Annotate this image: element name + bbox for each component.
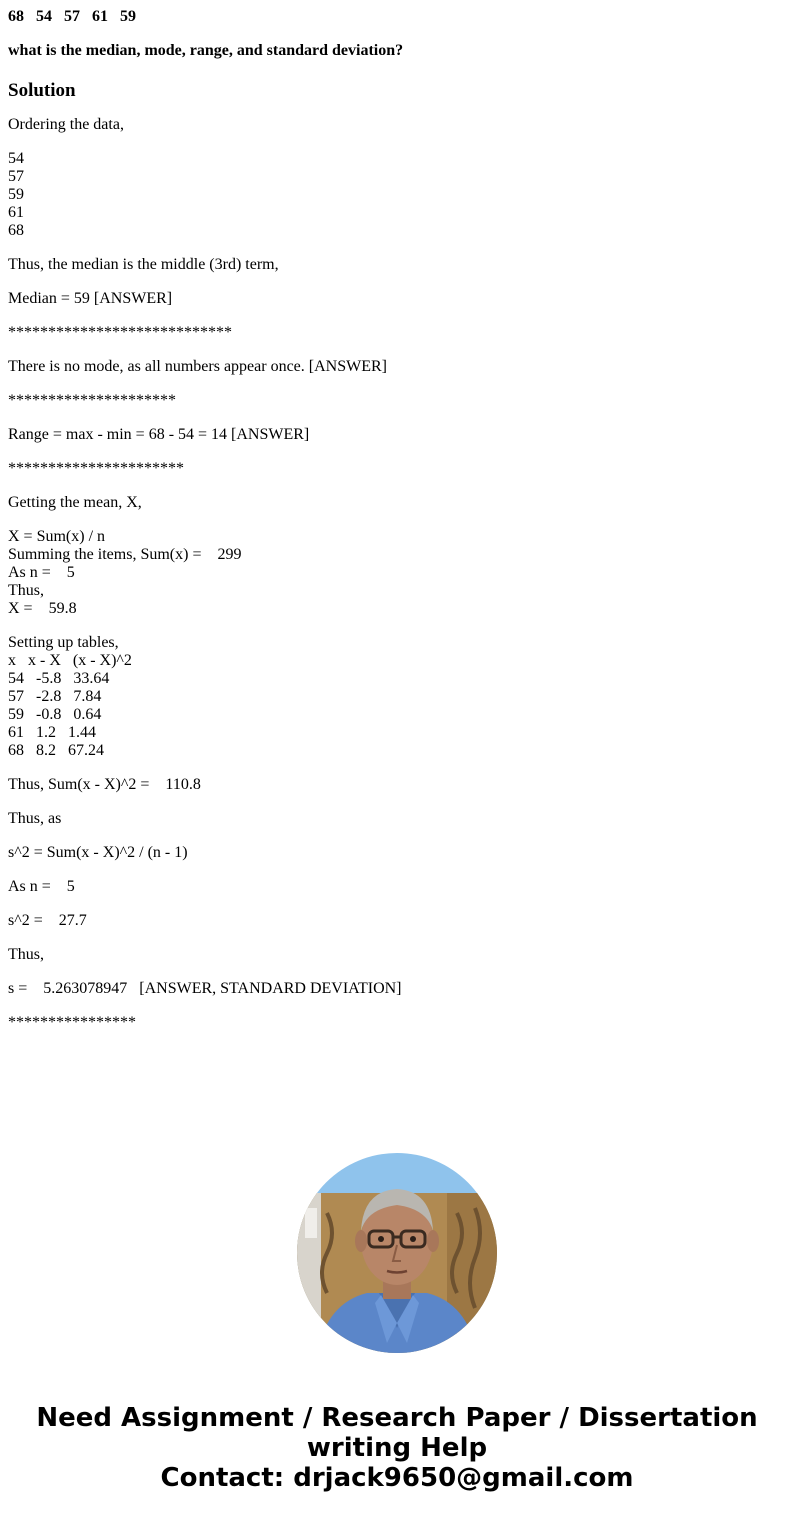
ordering-intro: Ordering the data, [8,116,124,133]
footer-line: writing Help [306,1433,488,1463]
sum-squares: Thus, Sum(x - X)^2 = 110.8 [8,776,201,793]
table-row: 54 -5.8 33.64 [8,670,110,687]
ordered-value: 54 [8,150,24,167]
median-answer: Median = 59 [ANSWER] [8,290,173,307]
ordered-values-list [8,150,786,240]
n-value: As n = 5 [8,878,75,895]
mean-line: X = Sum(x) / n [8,528,106,545]
separator: ********************** [8,460,184,477]
ordered-value: 61 [8,204,24,221]
range-answer: Range = max - min = 68 - 54 = 14 [ANSWER] [8,426,310,443]
question-prompt: what is the median, mode, range, and standard deviation? [8,42,404,59]
avatar [297,1153,497,1353]
question-data-values: 68 54 57 61 59 [8,8,136,25]
variance-formula: s^2 = Sum(x - X)^2 / (n - 1) [8,844,188,861]
mean-calculation [8,528,786,618]
mean-intro: Getting the mean, X, [8,494,142,511]
table-row: 61 1.2 1.44 [8,724,96,741]
table-header: x x - X (x - X)^2 [8,652,132,669]
document-page [8,0,786,1032]
separator: **************** [8,1014,136,1031]
ordered-value: 68 [8,222,24,239]
ordered-value: 59 [8,186,24,203]
table-intro: Setting up tables, [8,634,119,651]
standard-deviation-answer: s = 5.263078947 [ANSWER, STANDARD DEVIATION] [8,980,402,997]
thus: Thus, [8,946,44,963]
footer-contact [0,1403,794,1493]
person-portrait-icon [297,1153,497,1353]
thus-as: Thus, as [8,810,62,827]
mean-line: As n = 5 [8,564,75,581]
variance-value: s^2 = 27.7 [8,912,87,929]
ordered-value: 57 [8,168,24,185]
table-row: 59 -0.8 0.64 [8,706,102,723]
median-intro: Thus, the median is the middle (3rd) term, [8,256,279,273]
footer-contact-email: Contact: drjack9650@gmail.com [160,1463,634,1493]
mean-line: Thus, [8,582,44,599]
mean-line: X = 59.8 [8,600,77,617]
solution-heading: Solution [8,80,76,101]
table-row: 57 -2.8 7.84 [8,688,102,705]
separator: **************************** [8,324,232,341]
footer-line: Need Assignment / Research Paper / Dissertation [36,1403,758,1433]
mode-answer: There is no mode, as all numbers appear once. [ANSWER] [8,358,387,375]
mean-line: Summing the items, Sum(x) = 299 [8,546,242,563]
deviation-table [8,634,786,760]
separator: ********************* [8,392,176,409]
table-row: 68 8.2 67.24 [8,742,104,759]
